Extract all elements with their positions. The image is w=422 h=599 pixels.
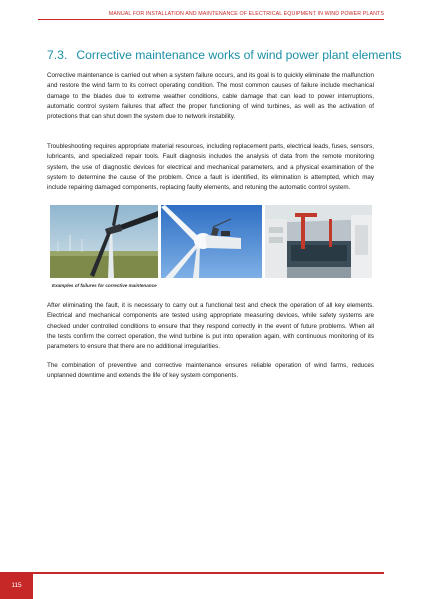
photo-turbine-hub-sky [161, 205, 262, 278]
page-number: 115 [11, 582, 22, 589]
photo-damaged-turbine-field [50, 205, 158, 278]
paragraph-4: The combination of preventive and corrective maintenance ensures reliable operation of wind farms, reduces unplanned downtime and extends the life of key system components. [47, 362, 374, 380]
header-rule [38, 19, 384, 20]
section-title: Corrective maintenance works of wind power plant elements [76, 48, 402, 62]
paragraph-3: After eliminating the fault, it is necessary to carry out a functional test and check the operation of all key elements. Electrical and mechanical components are tested using appropriate measuring devices, while safety systems are checked under controlled conditions to ensure that they respond correctly in the event of future problems. When all the tests confirm the correct operation, the wind turbine is put into operation again, with continuous monitoring of its parameters to ensure that there are no additional irregularities. [47, 302, 374, 351]
running-header: MANUAL FOR INSTALLATION AND MAINTENANCE OF ELECTRICAL EQUIPMENT IN WIND POWER PLANTS [108, 11, 384, 17]
figure-caption: Examples of failures for corrective maintenance [52, 283, 157, 288]
footer-rule [33, 572, 384, 574]
section-number: 7.3. [47, 48, 68, 62]
paragraph-1: Corrective maintenance is carried out when a system failure occurs, and its goal is to quickly eliminate the malfunction and restore the wind farm to its correct operating condition. The most common causes of failure include mechanical damage to the blades due to extreme weather conditions, cable damage that can lead to power interruptions, automatic control system failures that affect the proper functioning of wind turbines, as well as the activation of protections that can shut down the system due to network instability. [47, 72, 374, 121]
paragraph-2: Troubleshooting requires appropriate material resources, including replacement parts, electrical leads, fuses, sensors, lubricants, and specialized repair tools. Fault diagnosis includes the analysis of data from the remote monitoring system, the use of diagnostic devices for electrical and mechanical parameters, and a physical examination of the system to determine the cause of the problem. Once a fault is identified, its elimination is attempted, which may include repairing damaged components, replacing faulty elements, and retuning the automatic control system. [47, 143, 374, 192]
photo-nacelle-interior [265, 205, 372, 278]
section-heading [47, 48, 402, 62]
